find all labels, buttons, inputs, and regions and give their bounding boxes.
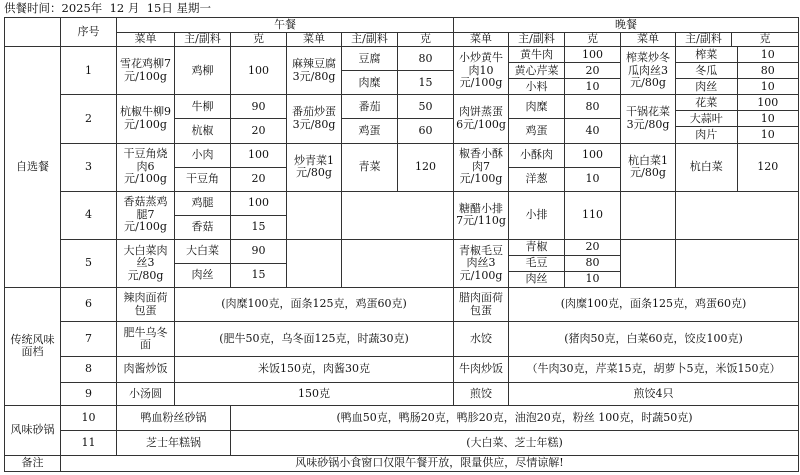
ingredient-row — [676, 47, 798, 63]
dish-col-header: 菜单 — [117, 32, 175, 47]
ingredient-row — [676, 79, 798, 95]
remark-text: 风味砂锅小食窗口仅限午餐开放，限量供应，尽情谅解! — [61, 456, 799, 472]
ingredient-row — [342, 71, 453, 95]
ingredient-name: 肉片 — [676, 127, 737, 143]
serving-time-header — [4, 1, 211, 15]
ingredient-name: 杭椒 — [175, 119, 231, 143]
ingredient-grams: 10 — [565, 271, 621, 287]
ingredient-name: 小排 — [509, 192, 565, 239]
ingredient-name: 黄心芹菜 — [509, 63, 565, 79]
ingredient-list — [509, 47, 621, 95]
ingredient-row — [509, 95, 620, 119]
lunch-noodle-detail: 米饭150克，肉酱30克 — [175, 356, 454, 382]
lunch-header: 午餐 — [117, 18, 454, 33]
ingredient-name: 杭白菜 — [676, 144, 737, 191]
ingredient-row — [342, 119, 453, 143]
claypot-detail: (鸭血50克，鸭肠20克，鸭胗20克，油泡20克，粉丝 100克，时蔬50克) — [231, 406, 799, 431]
lunch-noodle-name: 小汤圆 — [117, 383, 175, 406]
seq-number: 9 — [61, 383, 117, 406]
ingredient-name: 洋葱 — [509, 167, 565, 191]
dish-col-header: 菜单 — [454, 32, 509, 47]
empty-ingredient-cell — [342, 239, 454, 287]
dinner-noodle-detail: (肉糜100克，面条125克，鸡蛋60克) — [509, 287, 799, 322]
dish-name: 香菇蒸鸡腿7元/100g — [117, 191, 175, 239]
ingredient-grams: 15 — [398, 71, 454, 95]
ingredient-grams: 20 — [231, 167, 287, 191]
empty-ingredient-cell — [676, 191, 799, 239]
ingredient-grams: 120 — [398, 144, 454, 191]
ingredient-table — [676, 144, 798, 191]
dish-name: 青椒毛豆肉丝3元/100g — [454, 239, 509, 287]
ingredient-name: 豆腐 — [342, 47, 398, 71]
dish-name: 椒香小酥肉7元/100g — [454, 143, 509, 191]
ingredient-table — [342, 95, 453, 142]
ingredient-grams: 80 — [737, 63, 798, 79]
dish-name: 大白菜肉丝3元/80g — [117, 239, 175, 287]
ingredient-grams: 120 — [737, 144, 798, 191]
ingredient-grams: 100 — [231, 47, 287, 94]
ingredient-row — [342, 47, 453, 71]
lunch-noodle-detail: (肉糜100克，面条125克，鸡蛋60克) — [175, 287, 454, 322]
ingredient-name: 冬瓜 — [676, 63, 737, 79]
ingredient-list — [175, 191, 287, 239]
ingredient-name: 鸡蛋 — [342, 119, 398, 143]
category-traditional: 传统风味面档 — [5, 287, 61, 405]
ingredient-name: 肉糜 — [342, 71, 398, 95]
ingredient-list — [676, 95, 799, 143]
ingredient-list — [175, 47, 287, 95]
ingredient-table — [175, 144, 286, 191]
seq-number: 6 — [61, 287, 117, 322]
ingredient-name: 青菜 — [342, 144, 398, 191]
gram-col-header: 克 — [565, 32, 621, 47]
ingredient-row — [676, 111, 798, 127]
ingredient-grams: 80 — [398, 47, 454, 71]
ingredient-name: 青椒 — [509, 240, 565, 256]
seq-number: 10 — [61, 406, 117, 431]
seq-number: 4 — [61, 191, 117, 239]
corner-cell — [5, 18, 61, 47]
noodle-row — [5, 356, 799, 382]
lunch-noodle-name: 肉酱炒饭 — [117, 356, 175, 382]
dish-name: 杭椒牛柳9元/100g — [117, 95, 175, 143]
ingredient-name: 小肉 — [175, 144, 231, 168]
ingredient-table — [509, 240, 620, 287]
dish-name: 小炒黄牛肉10元/100g — [454, 47, 509, 95]
dish-name: 糖醋小排7元/110g — [454, 191, 509, 239]
ingredient-grams: 90 — [231, 95, 287, 119]
category-claypot: 风味砂锅 — [5, 406, 61, 456]
dinner-noodle-detail: 煎饺4只 — [509, 383, 799, 406]
ingredient-row — [175, 263, 286, 287]
ingredient-row — [175, 95, 286, 119]
ingredient-row — [175, 240, 286, 264]
ingredient-name: 毛豆 — [509, 255, 565, 271]
ingredient-row — [509, 47, 620, 63]
ingredient-col-header: 主/副料 — [509, 32, 565, 47]
ingredient-grams: 100 — [565, 47, 621, 63]
ingredient-row — [676, 127, 798, 143]
ingredient-name: 大白菜 — [175, 240, 231, 264]
ingredient-table — [175, 47, 286, 94]
ingredient-table — [676, 47, 798, 94]
ingredient-list — [342, 95, 454, 143]
ingredient-grams: 90 — [231, 240, 287, 264]
header-month: 12 — [109, 1, 125, 15]
dinner-noodle-detail: (猪肉50克，白菜60克，饺皮100克) — [509, 322, 799, 357]
self-select-row — [5, 143, 799, 191]
ingredient-table — [175, 192, 286, 239]
dish-col-header: 菜单 — [287, 32, 342, 47]
self-select-row — [5, 47, 799, 95]
ingredient-name: 肉丝 — [175, 263, 231, 287]
ingredient-name: 鸡蛋 — [509, 119, 565, 143]
category-self-select: 自选餐 — [5, 47, 61, 288]
ingredient-name: 鸡腿 — [175, 192, 231, 216]
ingredient-name: 番茄 — [342, 95, 398, 119]
category-remark: 备注 — [5, 456, 61, 472]
ingredient-row — [509, 271, 620, 287]
ingredient-grams: 80 — [565, 255, 621, 271]
ingredient-grams: 10 — [565, 167, 621, 191]
gram-col-header: 克 — [732, 32, 799, 47]
gram-col-header: 克 — [398, 32, 454, 47]
ingredient-list — [509, 95, 621, 143]
ingredient-name: 干豆角 — [175, 167, 231, 191]
ingredient-list — [342, 143, 454, 191]
ingredient-table — [342, 144, 453, 191]
ingredient-table — [509, 192, 620, 239]
ingredient-list — [509, 143, 621, 191]
dinner-noodle-detail: （牛肉30克，芹菜15克，胡萝卜5克，米饭150克） — [509, 356, 799, 382]
ingredient-grams: 110 — [565, 192, 621, 239]
seq-number: 8 — [61, 356, 117, 382]
dish-name: 干豆角烧肉6元/100g — [117, 143, 175, 191]
dish-name: 雪花鸡柳7元/100g — [117, 47, 175, 95]
dinner-noodle-name: 水饺 — [454, 322, 509, 357]
seq-header: 序号 — [61, 18, 117, 47]
ingredient-grams: 50 — [398, 95, 454, 119]
empty-dish-cell — [621, 239, 676, 287]
gram-col-header: 克 — [231, 32, 287, 47]
ingredient-table — [175, 240, 286, 287]
ingredient-grams: 15 — [231, 215, 287, 239]
ingredient-row — [509, 240, 620, 256]
ingredient-row — [509, 144, 620, 168]
menu-table — [4, 17, 799, 472]
ingredient-row — [175, 215, 286, 239]
claypot-name: 芝士年糕锅 — [117, 431, 231, 456]
ingredient-grams: 15 — [231, 263, 287, 287]
ingredient-name: 小酥肉 — [509, 144, 565, 168]
ingredient-row — [342, 144, 453, 191]
ingredient-row — [342, 95, 453, 119]
dinner-noodle-name: 腊肉面荷包蛋 — [454, 287, 509, 322]
ingredient-row — [175, 47, 286, 94]
ingredient-row — [676, 63, 798, 79]
dinner-noodle-name: 牛肉炒饭 — [454, 356, 509, 382]
dinner-noodle-name: 煎饺 — [454, 383, 509, 406]
dish-name: 炒青菜1元/80g — [287, 143, 342, 191]
noodle-row — [5, 383, 799, 406]
ingredient-row — [175, 192, 286, 216]
lunch-noodle-name: 肥牛乌冬面 — [117, 322, 175, 357]
dish-name: 榨菜炒冬瓜肉丝3元/80g — [621, 47, 676, 95]
claypot-name: 鸭血粉丝砂锅 — [117, 406, 231, 431]
header-prefix: 供餐时间： — [4, 1, 62, 15]
ingredient-row — [509, 255, 620, 271]
self-select-row — [5, 191, 799, 239]
remark-row — [5, 456, 799, 472]
ingredient-grams: 20 — [231, 119, 287, 143]
ingredient-col-header: 主/副料 — [175, 32, 231, 47]
ingredient-row — [175, 144, 286, 168]
ingredient-name: 肉丝 — [509, 271, 565, 287]
ingredient-row — [509, 63, 620, 79]
ingredient-list — [509, 191, 621, 239]
dish-name: 番茄炒蛋3元/80g — [287, 95, 342, 143]
ingredient-row — [509, 167, 620, 191]
ingredient-table — [175, 95, 286, 142]
ingredient-name: 鸡柳 — [175, 47, 231, 94]
ingredient-name: 黄牛肉 — [509, 47, 565, 63]
ingredient-list — [509, 239, 621, 287]
ingredient-table — [342, 47, 453, 94]
seq-number: 1 — [61, 47, 117, 95]
ingredient-row — [175, 167, 286, 191]
ingredient-row — [509, 119, 620, 143]
seq-number: 11 — [61, 431, 117, 456]
header-year: 2025年 — [61, 1, 103, 15]
ingredient-row — [676, 95, 798, 111]
ingredient-grams: 10 — [565, 79, 621, 95]
ingredient-col-header: 主/副料 — [342, 32, 398, 47]
ingredient-grams: 100 — [565, 144, 621, 168]
ingredient-list — [676, 47, 799, 95]
empty-dish-cell — [287, 191, 342, 239]
ingredient-name: 牛柳 — [175, 95, 231, 119]
ingredient-grams: 10 — [737, 127, 798, 143]
ingredient-table — [509, 47, 620, 94]
ingredient-name: 小料 — [509, 79, 565, 95]
header-month-unit: 月 — [127, 1, 140, 15]
ingredient-table — [509, 95, 620, 142]
ingredient-grams: 10 — [737, 79, 798, 95]
ingredient-list — [676, 143, 799, 191]
empty-dish-cell — [621, 191, 676, 239]
ingredient-list — [175, 95, 287, 143]
ingredient-list — [175, 143, 287, 191]
ingredient-name: 榨菜 — [676, 47, 737, 63]
header-weekday: 星期一 — [176, 1, 211, 15]
ingredient-row — [509, 192, 620, 239]
ingredient-grams: 10 — [737, 47, 798, 63]
ingredient-name: 肉糜 — [509, 95, 565, 119]
ingredient-list — [342, 47, 454, 95]
lunch-noodle-detail: 150克 — [175, 383, 454, 406]
ingredient-list — [175, 239, 287, 287]
noodle-row — [5, 322, 799, 357]
header-day: 15日 — [146, 1, 173, 15]
dish-name: 麻辣豆腐3元/80g — [287, 47, 342, 95]
dish-name: 杭白菜1元/80g — [621, 143, 676, 191]
ingredient-row — [676, 144, 798, 191]
lunch-noodle-name: 辣肉面荷包蛋 — [117, 287, 175, 322]
empty-dish-cell — [287, 239, 342, 287]
ingredient-grams: 100 — [231, 144, 287, 168]
dish-name: 肉饼蒸蛋6元/100g — [454, 95, 509, 143]
ingredient-col-header: 主/副料 — [676, 32, 732, 47]
ingredient-grams: 20 — [565, 240, 621, 256]
ingredient-grams: 10 — [737, 111, 798, 127]
claypot-row — [5, 431, 799, 456]
ingredient-name: 肉丝 — [676, 79, 737, 95]
ingredient-name: 花菜 — [676, 95, 737, 111]
claypot-row — [5, 406, 799, 431]
claypot-detail: (大白菜、芝士年糕) — [231, 431, 799, 456]
seq-number: 7 — [61, 322, 117, 357]
ingredient-name: 香菇 — [175, 215, 231, 239]
dish-col-header: 菜单 — [621, 32, 676, 47]
seq-number: 5 — [61, 239, 117, 287]
ingredient-grams: 20 — [565, 63, 621, 79]
dish-name: 干锅花菜3元/80g — [621, 95, 676, 143]
ingredient-table — [676, 95, 798, 142]
seq-number: 3 — [61, 143, 117, 191]
subheader-row — [5, 32, 799, 47]
ingredient-row — [175, 119, 286, 143]
ingredient-row — [509, 79, 620, 95]
empty-ingredient-cell — [676, 239, 799, 287]
empty-ingredient-cell — [342, 191, 454, 239]
ingredient-grams: 40 — [565, 119, 621, 143]
lunch-noodle-detail: (肥牛50克，乌冬面125克，时蔬30克) — [175, 322, 454, 357]
ingredient-table — [509, 144, 620, 191]
ingredient-grams: 100 — [231, 192, 287, 216]
ingredient-grams: 80 — [565, 95, 621, 119]
noodle-row — [5, 287, 799, 322]
ingredient-name: 大蒜叶 — [676, 111, 737, 127]
ingredient-grams: 100 — [737, 95, 798, 111]
self-select-row — [5, 95, 799, 143]
self-select-row — [5, 239, 799, 287]
ingredient-grams: 60 — [398, 119, 454, 143]
seq-number: 2 — [61, 95, 117, 143]
dinner-header: 晚餐 — [454, 18, 799, 33]
